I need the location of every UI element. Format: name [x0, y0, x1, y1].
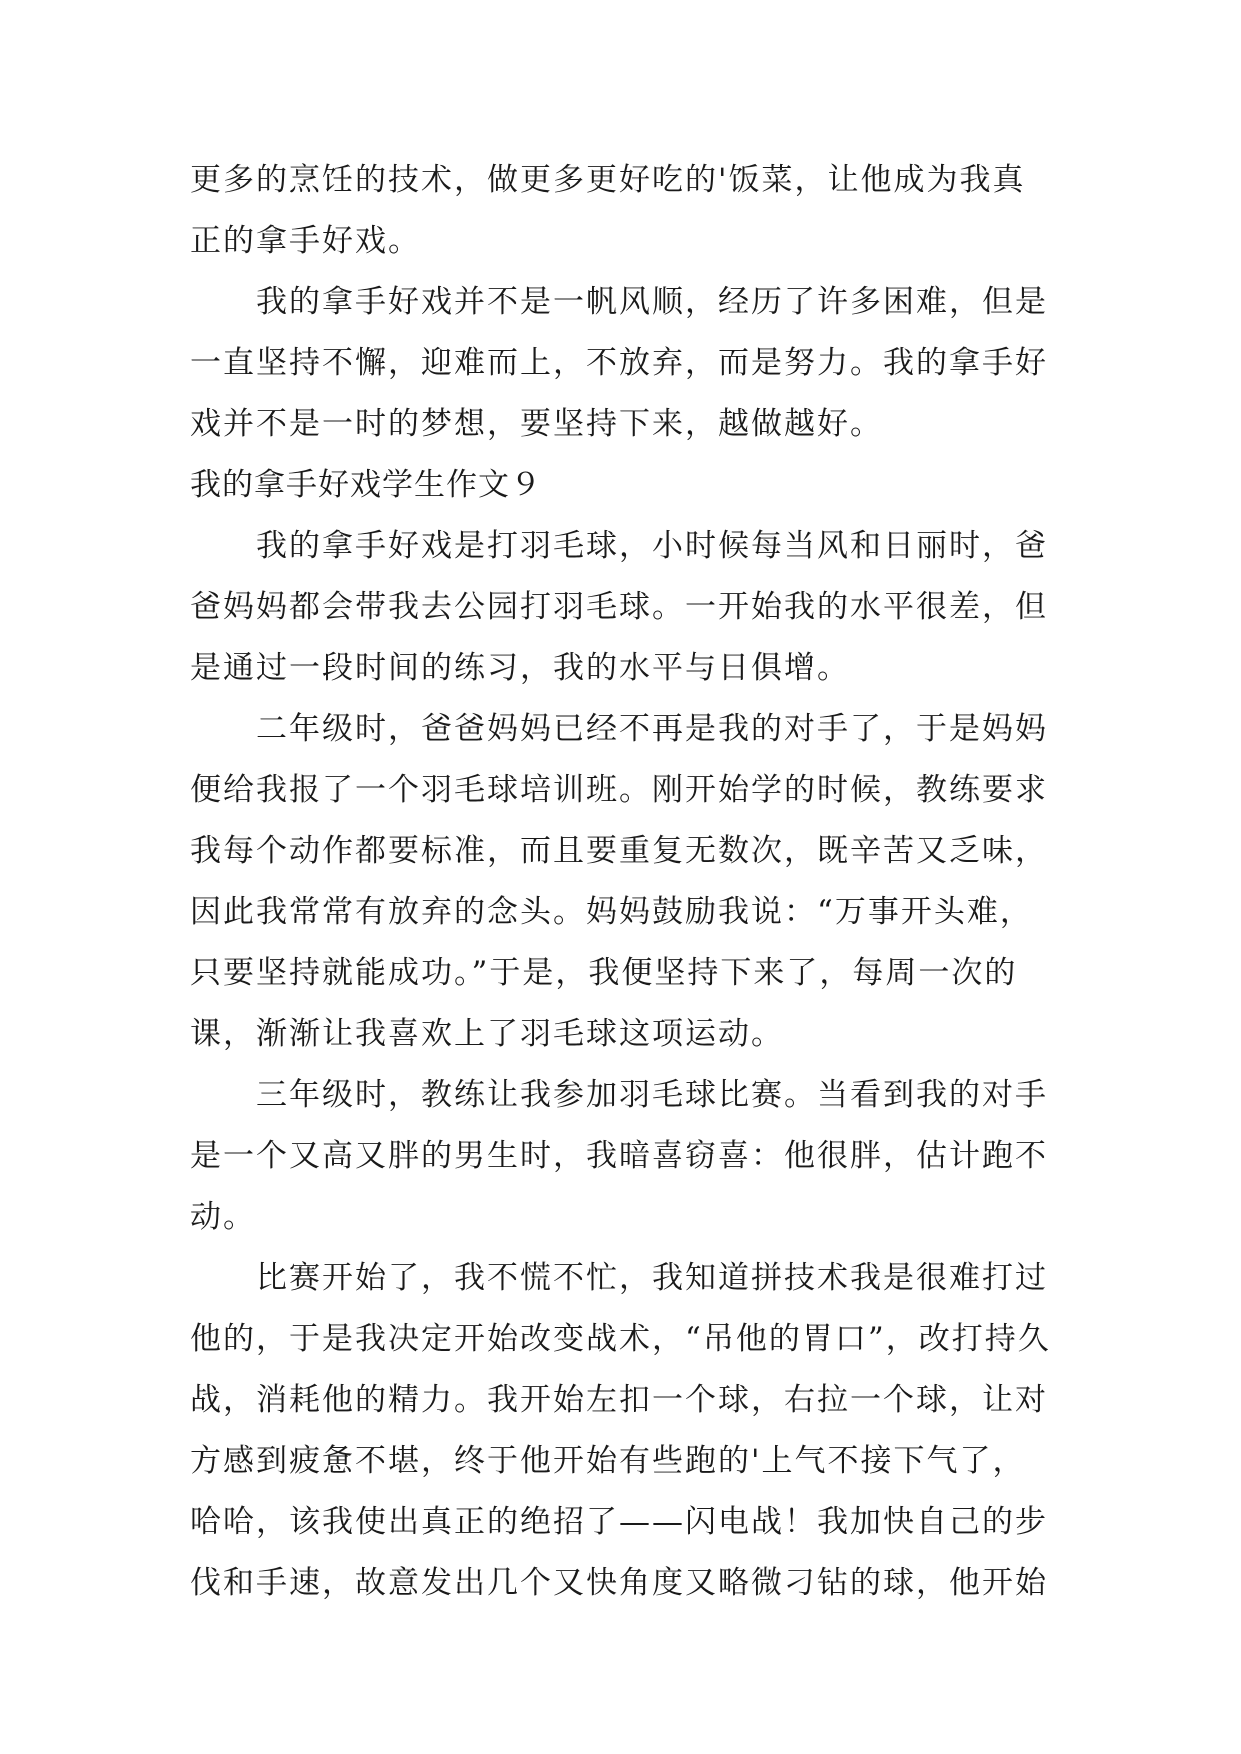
text-line: 三年级时，教练让我参加羽毛球比赛。当看到我的对手	[256, 1077, 1048, 1113]
text-line: 比赛开始了，我不慌不忙，我知道拼技术我是很难打过	[256, 1260, 1048, 1296]
text-line: 一直坚持不懈，迎难而上，不放弃，而是努力。我的拿手好	[190, 345, 1048, 381]
text-line: 正的拿手好戏。	[190, 223, 421, 259]
paragraph	[190, 1065, 1055, 1248]
text-line: 伐和手速，故意发出几个又快角度又略微刁钻的球，他开始	[190, 1565, 1048, 1601]
text-line: 我的拿手好戏并不是一帆风顺，经历了许多困难，但是	[256, 284, 1048, 320]
paragraph	[190, 1248, 1055, 1614]
text-line: 是通过一段时间的练习，我的水平与日俱增。	[190, 650, 850, 686]
paragraph	[190, 150, 1055, 272]
text-line: 是一个又高又胖的男生时，我暗喜窃喜：他很胖，估计跑不	[190, 1138, 1048, 1174]
text-line: 戏并不是一时的梦想，要坚持下来，越做越好。	[190, 406, 883, 442]
text-line: 哈哈，该我使出真正的绝招了——闪电战！我加快自己的步	[190, 1504, 1048, 1540]
document-body	[190, 150, 1055, 1614]
text-line: 更多的烹饪的技术，做更多更好吃的'饭菜，让他成为我真	[190, 162, 1026, 198]
text-line: 便给我报了一个羽毛球培训班。刚开始学的时候，教练要求	[190, 772, 1048, 808]
text-line: 因此我常常有放弃的念头。妈妈鼓励我说：“万事开头难，	[190, 894, 1033, 930]
paragraph	[190, 699, 1055, 1065]
text-line: 我的拿手好戏是打羽毛球，小时候每当风和日丽时，爸	[256, 528, 1048, 564]
text-line: 动。	[190, 1199, 256, 1235]
text-line: 只要坚持就能成功。”于是，我便坚持下来了，每周一次的	[190, 955, 1018, 991]
text-line: 二年级时，爸爸妈妈已经不再是我的对手了，于是妈妈	[256, 711, 1048, 747]
text-line: 我每个动作都要标准，而且要重复无数次，既辛苦又乏味，	[190, 833, 1048, 869]
text-line: 战，消耗他的精力。我开始左扣一个球，右拉一个球，让对	[190, 1382, 1048, 1418]
paragraph	[190, 272, 1055, 455]
text-line: 他的，于是我决定开始改变战术，“吊他的胃口”，改打持久	[190, 1321, 1051, 1357]
text-line: 课，渐渐让我喜欢上了羽毛球这项运动。	[190, 1016, 784, 1052]
paragraph	[190, 516, 1055, 699]
section-title: 我的拿手好戏学生作文９	[190, 467, 542, 503]
text-line: 爸妈妈都会带我去公园打羽毛球。一开始我的水平很差，但	[190, 589, 1048, 625]
text-line: 方感到疲惫不堪，终于他开始有些跑的'上气不接下气了，	[190, 1443, 1026, 1479]
